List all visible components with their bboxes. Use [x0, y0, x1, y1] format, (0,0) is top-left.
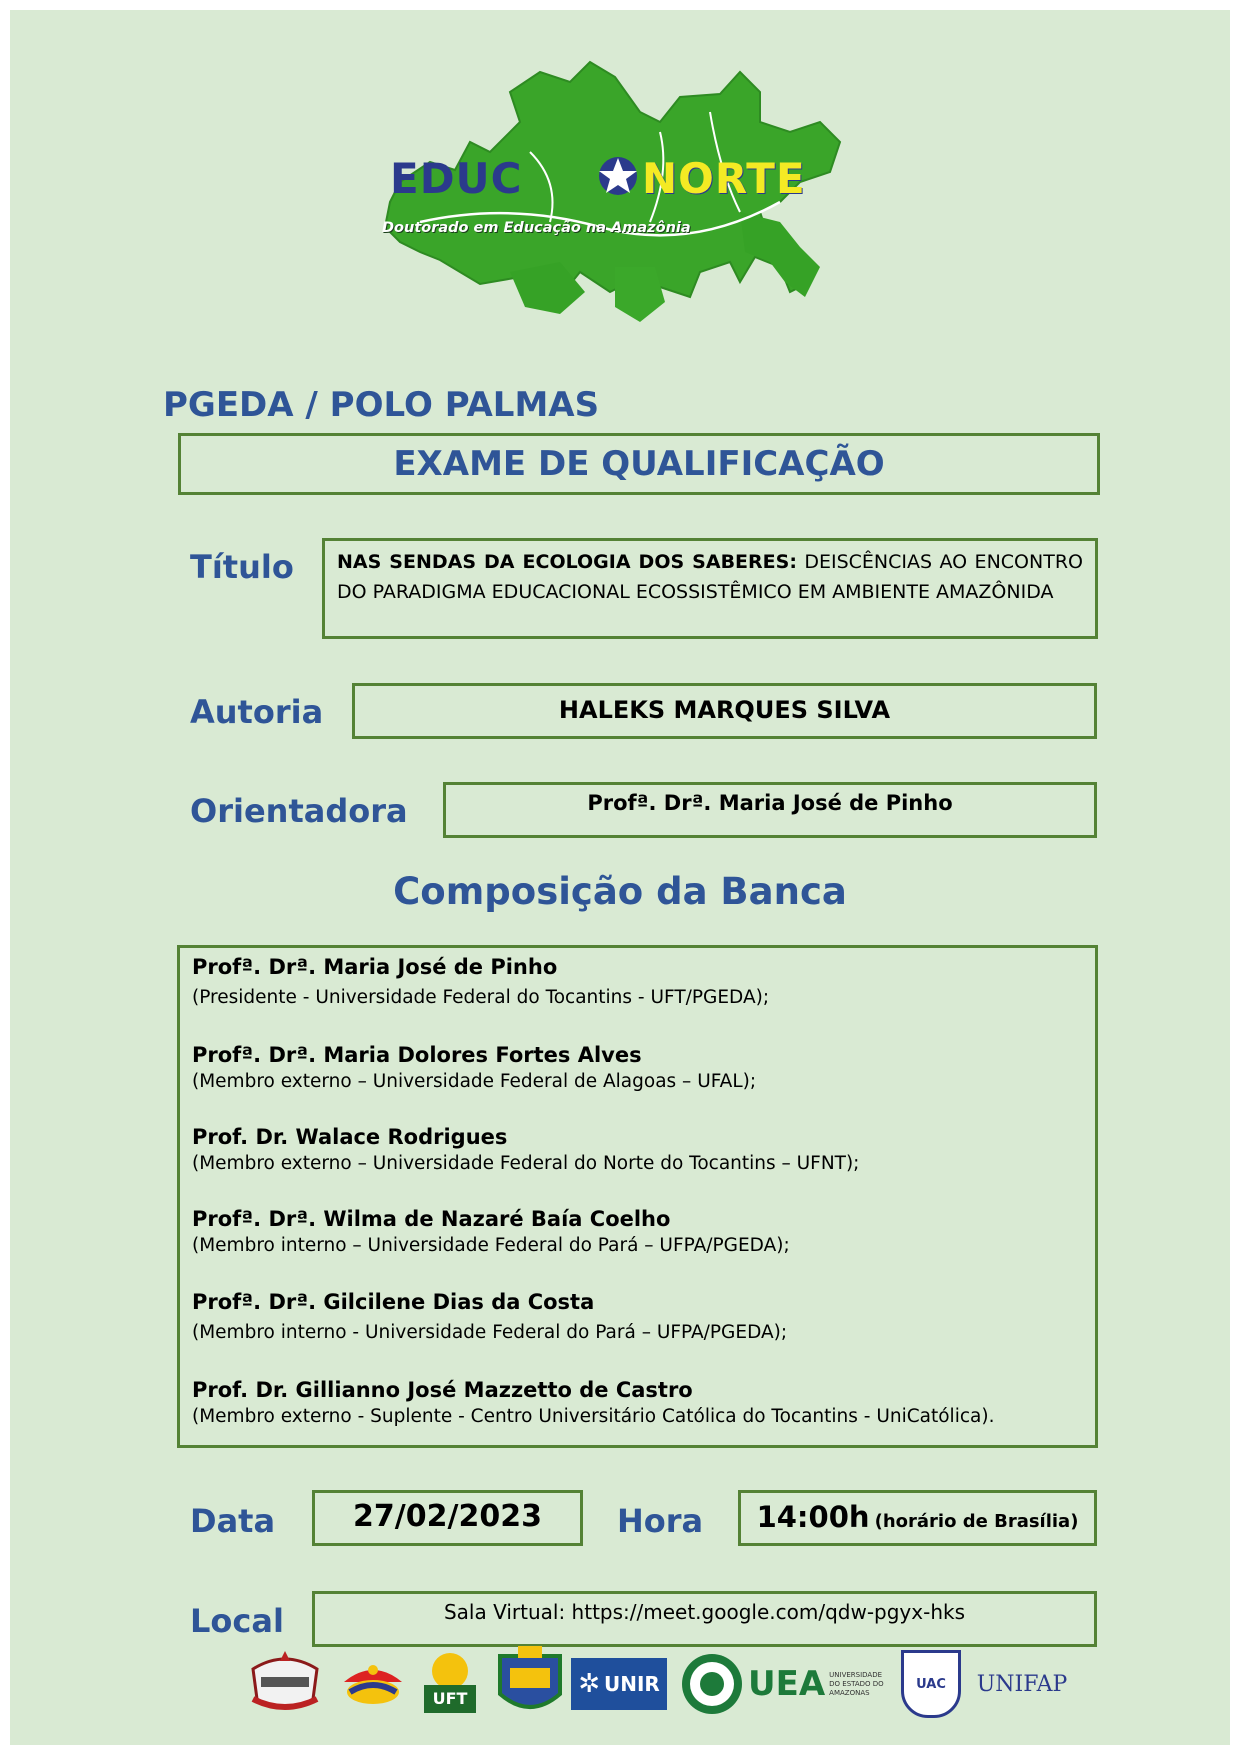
unir-logo-box [571, 1658, 667, 1710]
orientadora-value: Profª. Drª. Maria José de Pinho [587, 791, 953, 815]
uea-logo-sub: UNIVERSIDADE DO ESTADO DO AMAZONAS [829, 1670, 884, 1697]
uac-crest-text: UAC [916, 1676, 946, 1692]
banca-member-1 [192, 955, 769, 1008]
uac-crest [898, 1648, 964, 1720]
local-value: Sala Virtual: https://meet.google.com/qdw-pgyx-hks [443, 1600, 965, 1624]
orientadora-label: Orientadora [190, 792, 408, 830]
uea-logo [748, 1648, 888, 1720]
member-name: Prof. Dr. Walace Rodrigues [192, 1125, 508, 1149]
hora-value: 14:00h [756, 1500, 870, 1534]
member-name: Profª. Drª. Maria Dolores Fortes Alves [192, 1043, 642, 1067]
exam-title-box [178, 433, 1100, 495]
local-label: Local [190, 1602, 284, 1640]
titulo-label: Título [190, 548, 294, 586]
orientadora-box [443, 782, 1097, 838]
data-box [312, 1490, 583, 1546]
local-box [312, 1591, 1097, 1647]
unir-star-icon: ✲ [578, 1669, 600, 1699]
member-role: (Membro externo – Universidade Federal de Alagoas – UFAL); [192, 1071, 757, 1092]
data-label: Data [190, 1502, 276, 1540]
member-role: (Membro externo - Suplente - Centro Universitário Católica do Tocantins - UniCatólica). [192, 1406, 995, 1427]
unir-logo [569, 1648, 669, 1720]
hora-box [738, 1490, 1097, 1546]
hora-text [741, 1493, 1094, 1546]
member-name: Profª. Drª. Gilcilene Dias da Costa [192, 1290, 595, 1314]
unir-logo-text: UNIR [603, 1672, 660, 1696]
banca-heading: Composição da Banca [393, 870, 847, 913]
member-role: (Presidente - Universidade Federal do Tocantins - UFT/PGEDA); [192, 987, 770, 1008]
uac-crest-shield [901, 1650, 961, 1718]
educ-norte-logo [360, 52, 880, 332]
ufam-crest-icon [240, 1648, 330, 1720]
member-role: (Membro interno - Universidade Federal do Pará – UFPA/PGEDA); [192, 1322, 788, 1343]
member-role: (Membro interno – Universidade Federal do Pará – UFPA/PGEDA); [192, 1235, 790, 1256]
banca-member-4 [192, 1207, 790, 1256]
state-crest-icon [490, 1648, 570, 1720]
autoria-box [352, 683, 1097, 739]
banca-member-5 [192, 1290, 787, 1343]
brand-educ: EDUC [390, 154, 523, 203]
unifap-logo [972, 1648, 1072, 1720]
banca-box [177, 945, 1098, 1448]
hora-note: (horário de Brasília) [874, 1511, 1079, 1532]
program-heading: PGEDA / POLO PALMAS [163, 385, 600, 425]
brand-norte: NORTE [642, 154, 806, 203]
titulo-text [337, 547, 1083, 607]
banca-member-3 [192, 1125, 859, 1174]
uea-logo-text: UEA [748, 1664, 826, 1704]
titulo-box [322, 538, 1098, 639]
member-name: Profª. Drª. Wilma de Nazaré Baía Coelho [192, 1207, 671, 1231]
autoria-label: Autoria [190, 693, 324, 731]
uft-logo-text: UFT [432, 1689, 468, 1708]
titulo-rest: DEISCÊNCIAS AO ENCONTRO DO PARADIGMA EDUCACIONAL ECOSSISTÊMICO EM AMBIENTE AMAZÔNIDA [337, 551, 1083, 603]
banca-member-6 [192, 1378, 994, 1427]
titulo-bold: NAS SENDAS DA ECOLOGIA DOS SABERES: [337, 551, 797, 573]
member-name: Profª. Drª. Maria José de Pinho [192, 955, 558, 979]
banca-member-2 [192, 1043, 756, 1092]
data-value: 27/02/2023 [353, 1499, 542, 1534]
exam-title: EXAME DE QUALIFICAÇÃO [393, 444, 885, 484]
member-name: Prof. Dr. Gillianno José Mazzetto de Castro [192, 1378, 693, 1402]
autoria-value: HALEKS MARQUES SILVA [558, 696, 891, 724]
uft-logo-icon [416, 1648, 484, 1720]
member-role: (Membro externo – Universidade Federal do Norte do Tocantins – UFNT); [192, 1153, 860, 1174]
brand-subtitle: Doutorado em Educação na Amazônia [382, 220, 691, 236]
unifap-logo-text: UNIFAP [976, 1671, 1068, 1697]
hora-label: Hora [617, 1502, 704, 1540]
regional-logo-icon [338, 1648, 408, 1720]
uepa-seal-icon [678, 1648, 746, 1720]
